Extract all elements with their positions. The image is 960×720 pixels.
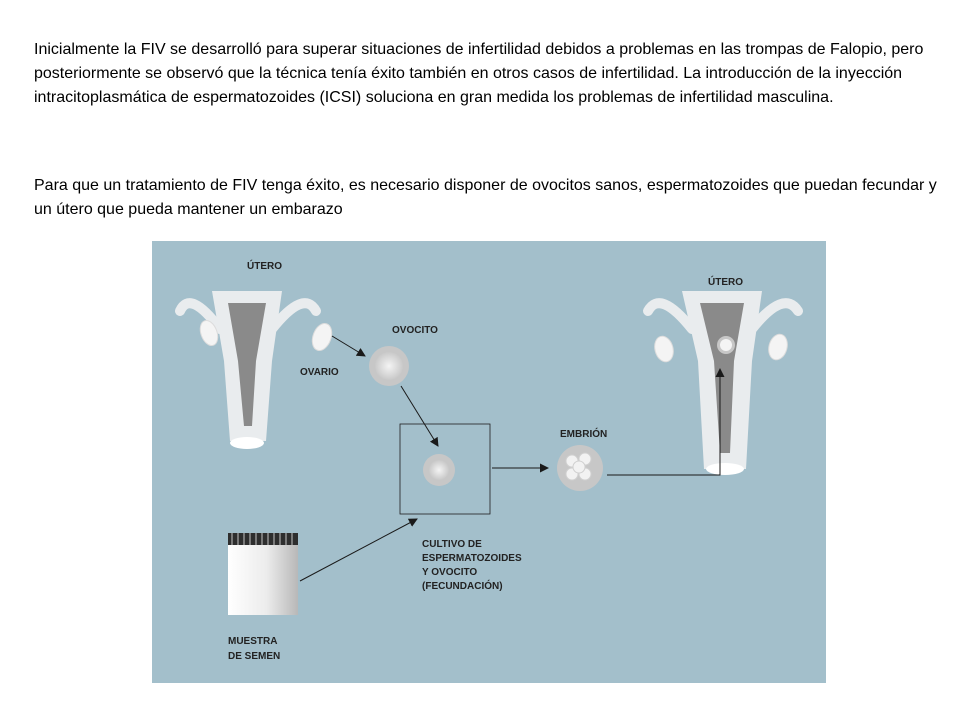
label-cultivo-line4: (FECUNDACIÓN) xyxy=(422,581,503,592)
ivf-process-diagram xyxy=(152,241,826,683)
implanted-embryo xyxy=(717,336,735,354)
intro-paragraph: Inicialmente la FIV se desarrolló para superar situaciones de infertilidad debidos a problemas en las trompas de Falopio, pero posteriormente se observó que la técnica tenía éxito también en otros casos de infertilidad. La introducción de la inyección intracitoplasmática de espermatozoides (ICSI) soluciona en gran medida los problemas de infertilidad masculina. xyxy=(34,41,924,106)
label-cultivo-line1: CULTIVO DE xyxy=(422,539,482,550)
embryo xyxy=(557,445,603,491)
semen-sample-tube xyxy=(228,533,298,615)
oocyte xyxy=(369,346,409,386)
label-utero-right: ÚTERO xyxy=(708,277,743,288)
label-ovocito: OVOCITO xyxy=(392,325,438,336)
label-muestra-line2: DE SEMEN xyxy=(228,651,281,662)
label-muestra-line1: MUESTRA xyxy=(228,636,278,647)
label-ovario: OVARIO xyxy=(300,367,339,378)
fertilized-oocyte xyxy=(423,454,455,486)
label-cultivo-line2: ESPERMATOZOIDES xyxy=(422,553,522,564)
label-embrion: EMBRIÓN xyxy=(560,429,608,440)
requirements-paragraph: Para que un tratamiento de FIV tenga éxito, es necesario disponer de ovocitos sanos, espermatozoides que puedan fecundar y un útero que pueda mantener un embarazo xyxy=(34,177,937,218)
label-cultivo-line3: Y OVOCITO xyxy=(422,567,478,578)
label-utero-left: ÚTERO xyxy=(247,261,282,272)
